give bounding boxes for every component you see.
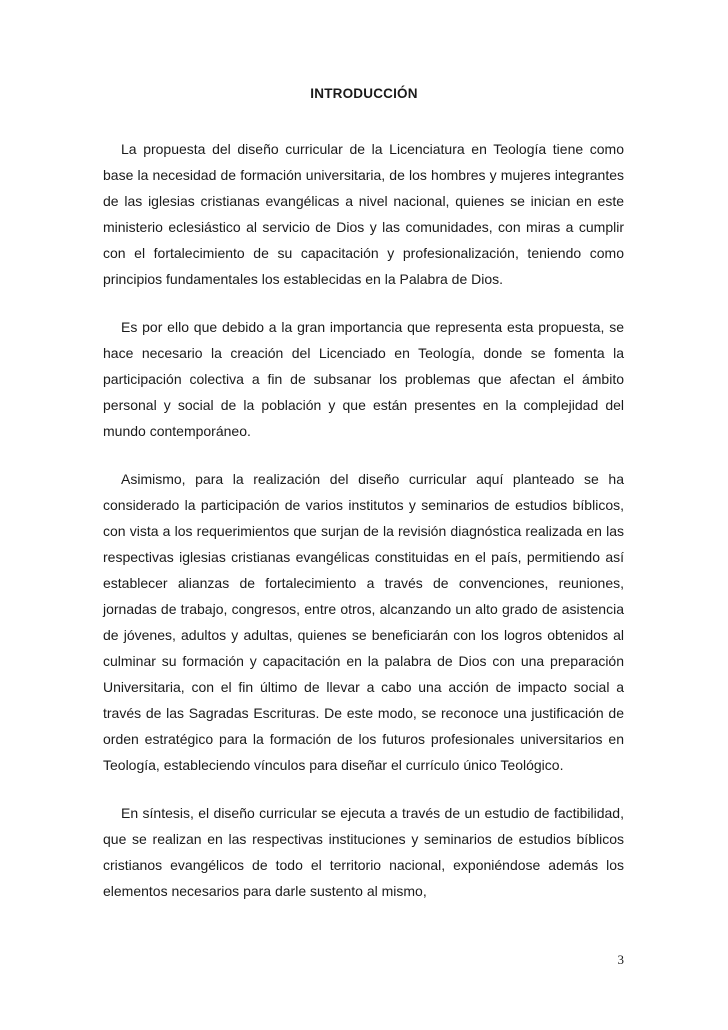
paragraph-3: Asimismo, para la realización del diseño curricular aquí planteado se ha considerado la participación de varios institutos y seminarios de estudios bíblicos, con vista a los requerimientos que surjan de la revisión diagnóstica realizada en las respectivas iglesias cristianas evangélicas constituidas en el país, permitiendo así establecer alianzas de fortalecimiento a través de convenciones, reuniones, jornadas de trabajo, congresos, entre otros, alcanzando un alto grado de asistencia de jóvenes, adultos y adultas, quienes se beneficiarán con los logros obtenidos al culminar su formación y capacitación en la palabra de Dios con una preparación Universitaria, con el fin último de llevar a cabo una acción de impacto social a través de las Sagradas Escrituras. De este modo, se reconoce una justificación de orden estratégico para la formación de los futuros profesionales universitarios en Teología, estableciendo vínculos para diseñar el currículo único Teológico. — [103, 471, 624, 773]
paragraph-1: La propuesta del diseño curricular de la Licenciatura en Teología tiene como base la necesidad de formación universitaria, de los hombres y mujeres integrantes de las iglesias cristianas evangélicas a nivel nacional, quienes se inician en este ministerio eclesiástico al servicio de Dios y las comunidades, con miras a cumplir con el fortalecimiento de su capacitación y profesionalización, teniendo como principios fundamentales los establecidas en la Palabra de Dios. — [103, 141, 624, 287]
paragraph-2: Es por ello que debido a la gran importancia que representa esta propuesta, se hace necesario la creación del Licenciado en Teología, donde se fomenta la participación colectiva a fin de subsanar los problemas que afectan el ámbito personal y social de la población y que están presentes en la complejidad del mundo contemporáneo. — [103, 319, 624, 439]
body-text — [103, 136, 624, 926]
paragraph-4: En síntesis, el diseño curricular se ejecuta a través de un estudio de factibilidad, que se realizan en las respectivas instituciones y seminarios de estudios bíblicos cristianos evangélicos de todo el territorio nacional, exponiéndose además los elementos necesarios para darle sustento al mismo, — [103, 805, 624, 899]
page-title: INTRODUCCIÓN — [310, 86, 418, 101]
page-number: 3 — [617, 952, 624, 967]
